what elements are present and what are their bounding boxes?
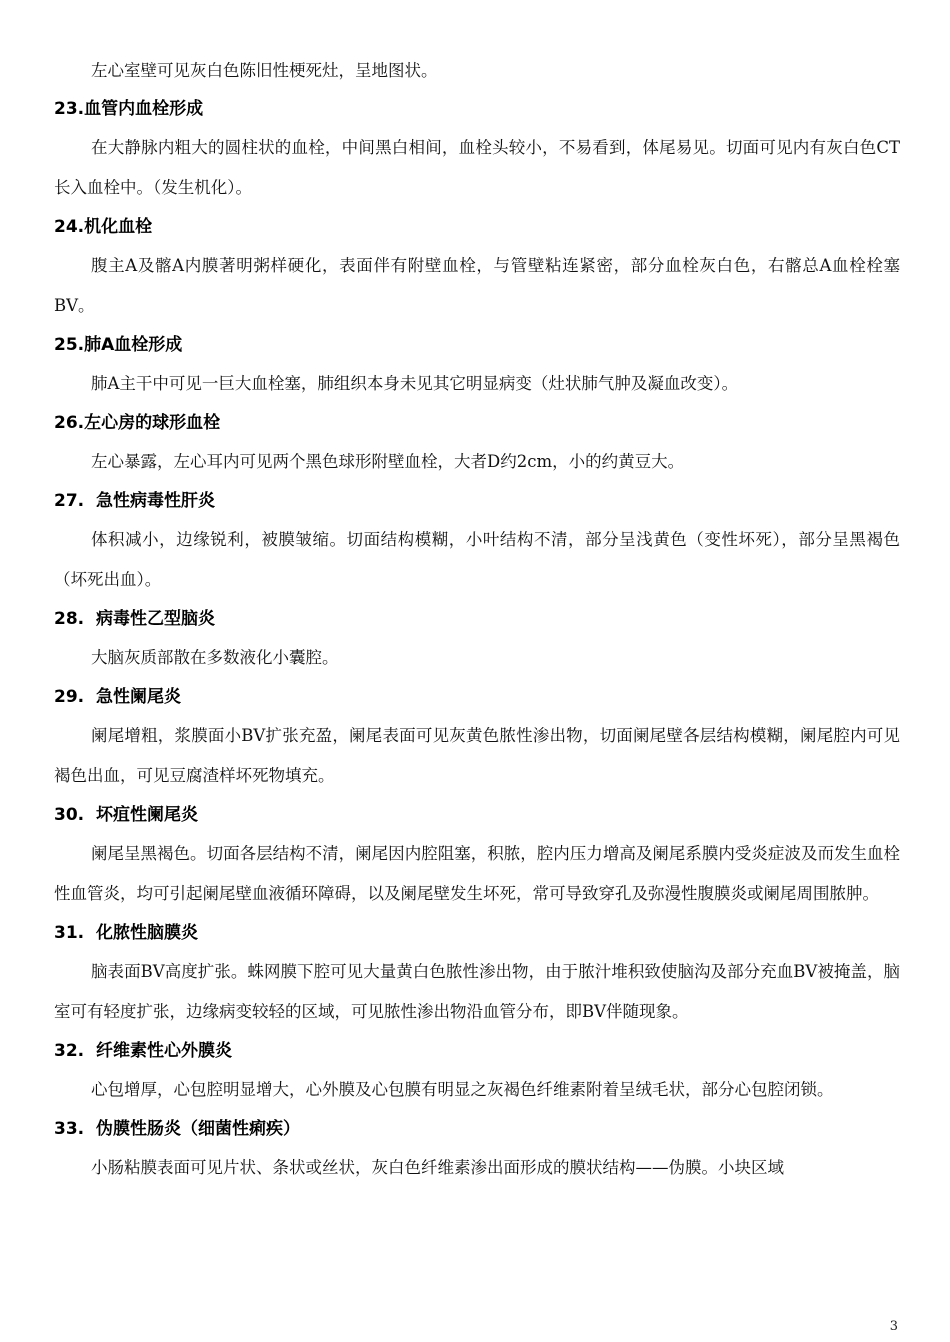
intro-paragraph: 左心室壁可见灰白色陈旧性梗死灶，呈地图状。	[91, 61, 438, 80]
section-heading: 30. 坏疽性阑尾炎	[54, 805, 198, 825]
section-heading: 28. 病毒性乙型脑炎	[54, 609, 215, 629]
section-body: 腹主A及髂A内膜著明粥样硬化，表面伴有附壁血栓，与管壁粘连紧密，部分血栓灰白色，右髂总A血栓栓塞BV。	[54, 256, 900, 315]
section-32	[54, 1032, 900, 1110]
section-body: 脑表面BV高度扩张。蛛网膜下腔可见大量黄白色脓性渗出物，由于脓汁堆积致使脑沟及部分充血BV被掩盖，脑室可有轻度扩张，边缘病变较轻的区域，可见脓性渗出物沿血管分布，即BV伴随现象。	[54, 962, 900, 1021]
section-body: 阑尾呈黑褐色。切面各层结构不清，阑尾因内腔阻塞，积脓，腔内压力增高及阑尾系膜内受炎症波及而发生血栓性血管炎，均可引起阑尾壁血液循环障碍，以及阑尾壁发生坏死，常可导致穿孔及弥漫性腹膜炎或阑尾周围脓肿。	[54, 844, 900, 903]
section-25	[54, 326, 900, 404]
section-29	[54, 678, 900, 796]
section-heading: 31. 化脓性脑膜炎	[54, 923, 198, 943]
section-33	[54, 1110, 900, 1188]
section-heading: 33. 伪膜性肠炎（细菌性痢疾）	[54, 1119, 300, 1139]
section-28	[54, 600, 900, 678]
section-heading: 25.肺A血栓形成	[54, 335, 183, 355]
section-body: 肺A主干中可见一巨大血栓塞，肺组织本身未见其它明显病变（灶状肺气肿及凝血改变）。	[91, 374, 739, 393]
section-heading: 24.机化血栓	[54, 217, 153, 237]
section-heading: 26.左心房的球形血栓	[54, 413, 221, 433]
section-body: 左心暴露，左心耳内可见两个黑色球形附壁血栓，大者D约2cm，小的约黄豆大。	[91, 452, 685, 471]
section-heading: 32. 纤维素性心外膜炎	[54, 1041, 232, 1061]
section-body: 阑尾增粗，浆膜面小BV扩张充盈，阑尾表面可见灰黄色脓性渗出物，切面阑尾壁各层结构模糊，阑尾腔内可见褐色出血，可见豆腐渣样坏死物填充。	[54, 726, 900, 785]
section-body: 心包增厚，心包腔明显增大，心外膜及心包膜有明显之灰褐色纤维素附着呈绒毛状，部分心包腔闭锁。	[91, 1080, 834, 1099]
section-27	[54, 482, 900, 600]
page-number: 3	[889, 1319, 898, 1334]
section-heading: 27. 急性病毒性肝炎	[54, 491, 215, 511]
section-body: 大脑灰质部散在多数液化小囊腔。	[91, 648, 339, 667]
section-30	[54, 796, 900, 914]
section-26	[54, 404, 900, 482]
section-24	[54, 208, 900, 326]
section-23	[54, 90, 900, 208]
section-heading: 29. 急性阑尾炎	[54, 687, 181, 707]
section-body: 小肠粘膜表面可见片状、条状或丝状，灰白色纤维素渗出面形成的膜状结构——伪膜。小块区域	[91, 1158, 784, 1177]
section-body: 在大静脉内粗大的圆柱状的血栓，中间黑白相间，血栓头较小，不易看到，体尾易见。切面可见内有灰白色CT长入血栓中。（发生机化）。	[54, 138, 900, 197]
section-heading: 23.血管内血栓形成	[54, 99, 204, 119]
document-content	[54, 52, 900, 1188]
section-31	[54, 914, 900, 1032]
section-body: 体积减小，边缘锐利，被膜皱缩。切面结构模糊，小叶结构不清，部分呈浅黄色（变性坏死），部分呈黑褐色（坏死出血）。	[54, 530, 900, 589]
